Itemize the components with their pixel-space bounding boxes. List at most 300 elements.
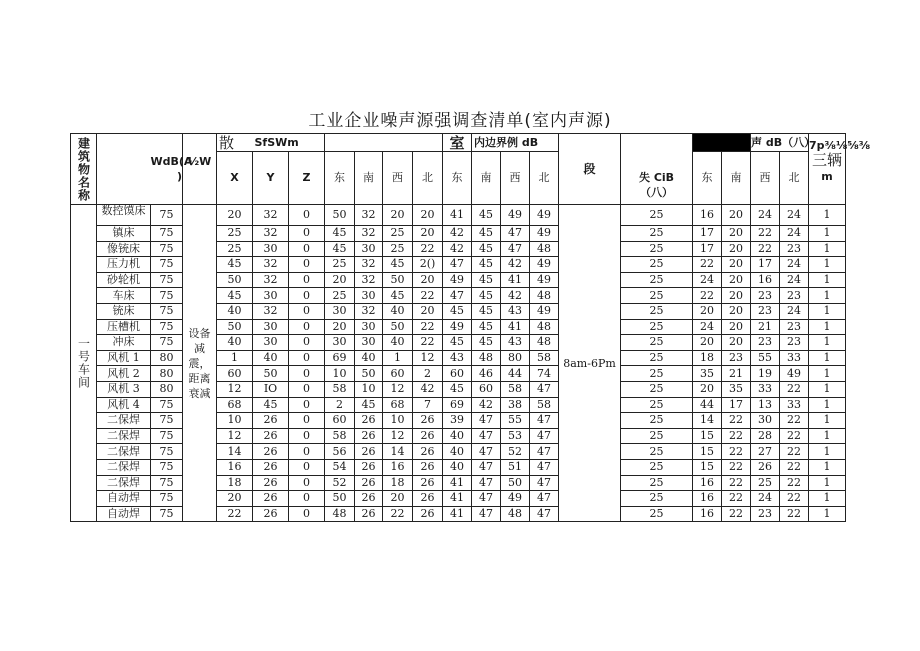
cell-i3: 58 — [501, 381, 530, 397]
cell-d2: 40 — [355, 350, 383, 366]
cell-o2: 20 — [722, 272, 751, 288]
source-name-cell: 砂轮机 — [97, 272, 151, 288]
cell-d3: 25 — [383, 241, 413, 257]
cell-i3: 41 — [501, 272, 530, 288]
cell-d1: 56 — [325, 444, 355, 460]
cell-i2: 47 — [472, 428, 501, 444]
corner-header — [809, 134, 871, 205]
cell-n: 1 — [809, 459, 846, 475]
cell-y: 26 — [253, 506, 289, 522]
source-level-cell: 75 — [151, 272, 183, 288]
cell-i4: 49 — [530, 257, 559, 273]
source-name-cell: 自动焊 — [97, 491, 151, 507]
cell-d3: 60 — [383, 366, 413, 382]
source-name-cell: 车床 — [97, 288, 151, 304]
cell-o1: 14 — [693, 413, 722, 429]
cell-d1: 50 — [325, 491, 355, 507]
cell-d2: 26 — [355, 413, 383, 429]
corner-header-mid: 三辆 — [812, 151, 843, 169]
cell-y: 26 — [253, 459, 289, 475]
source-level-cell: 75 — [151, 459, 183, 475]
cell-x: 22 — [217, 506, 253, 522]
cell-i3: 42 — [501, 257, 530, 273]
cell-z: 0 — [289, 459, 325, 475]
cell-d3: 18 — [383, 475, 413, 491]
cell-d2: 32 — [355, 303, 383, 319]
cell-loss: 25 — [621, 303, 693, 319]
cell-d3: 14 — [383, 444, 413, 460]
source-level-cell: 75 — [151, 428, 183, 444]
cell-o1: 20 — [693, 381, 722, 397]
cell-y: 32 — [253, 205, 289, 226]
cell-y: 32 — [253, 257, 289, 273]
cell-d1: 45 — [325, 241, 355, 257]
cell-i3: 44 — [501, 366, 530, 382]
source-name-cell: 自动焊 — [97, 506, 151, 522]
cell-d4: 12 — [413, 350, 443, 366]
building-name-header: 建筑物名称 — [71, 134, 97, 205]
cell-i2: 45 — [472, 288, 501, 304]
cell-d3: 40 — [383, 303, 413, 319]
dist-east-header: 东 — [325, 152, 355, 205]
source-level-cell: 75 — [151, 319, 183, 335]
source-level-cell: 75 — [151, 475, 183, 491]
cell-o1: 17 — [693, 226, 722, 242]
cell-z: 0 — [289, 241, 325, 257]
cell-i4: 47 — [530, 491, 559, 507]
cell-o1: 16 — [693, 491, 722, 507]
cell-o3: 25 — [751, 475, 780, 491]
cell-o4: 22 — [780, 475, 809, 491]
cell-n: 1 — [809, 288, 846, 304]
cell-o2: 21 — [722, 366, 751, 382]
cell-z: 0 — [289, 444, 325, 460]
cell-d1: 2 — [325, 397, 355, 413]
outer-sound-header: 声 dB（八） — [751, 134, 809, 152]
loss-header: 失 CiB （八） — [621, 134, 693, 205]
cell-n: 1 — [809, 413, 846, 429]
cell-y: 26 — [253, 475, 289, 491]
source-level-cell: 75 — [151, 205, 183, 226]
cell-i2: 45 — [472, 241, 501, 257]
source-name-cell: 二保焊 — [97, 428, 151, 444]
cell-o3: 22 — [751, 226, 780, 242]
cell-o1: 15 — [693, 444, 722, 460]
cell-d2: 32 — [355, 226, 383, 242]
cell-i2: 42 — [472, 397, 501, 413]
cell-d2: 32 — [355, 205, 383, 226]
cell-d1: 58 — [325, 428, 355, 444]
cell-d2: 26 — [355, 428, 383, 444]
cell-o4: 24 — [780, 226, 809, 242]
cell-o1: 15 — [693, 459, 722, 475]
cell-i1: 41 — [443, 205, 472, 226]
cell-d1: 30 — [325, 303, 355, 319]
cell-o2: 35 — [722, 381, 751, 397]
cell-loss: 25 — [621, 506, 693, 522]
cell-o2: 22 — [722, 475, 751, 491]
cell-o4: 22 — [780, 506, 809, 522]
cell-d2: 30 — [355, 288, 383, 304]
cell-n: 1 — [809, 506, 846, 522]
cell-loss: 25 — [621, 366, 693, 382]
space-position-header: SfSWm — [253, 134, 325, 152]
source-name-cell: 压槽机 — [97, 319, 151, 335]
cell-o3: 23 — [751, 288, 780, 304]
source-level-cell: 75 — [151, 303, 183, 319]
cell-i2: 46 — [472, 366, 501, 382]
cell-z: 0 — [289, 506, 325, 522]
cell-loss: 25 — [621, 459, 693, 475]
cell-d4: 26 — [413, 506, 443, 522]
cell-i1: 45 — [443, 381, 472, 397]
cell-d4: 26 — [413, 413, 443, 429]
cell-o3: 23 — [751, 303, 780, 319]
cell-y: 30 — [253, 335, 289, 351]
cell-i1: 49 — [443, 272, 472, 288]
cell-i3: 43 — [501, 335, 530, 351]
cell-o3: 24 — [751, 491, 780, 507]
cell-n: 1 — [809, 444, 846, 460]
cell-i1: 42 — [443, 241, 472, 257]
cell-i1: 40 — [443, 444, 472, 460]
cell-o2: 20 — [722, 303, 751, 319]
cell-d4: 20 — [413, 226, 443, 242]
cell-o3: 26 — [751, 459, 780, 475]
cell-o2: 20 — [722, 205, 751, 226]
cell-d4: 22 — [413, 335, 443, 351]
source-level-cell: 75 — [151, 413, 183, 429]
cell-z: 0 — [289, 413, 325, 429]
cell-o1: 44 — [693, 397, 722, 413]
cell-d3: 40 — [383, 335, 413, 351]
cell-i4: 47 — [530, 413, 559, 429]
cell-z: 0 — [289, 475, 325, 491]
cell-z: 0 — [289, 397, 325, 413]
source-name-cell: 风机 2 — [97, 366, 151, 382]
cell-loss: 25 — [621, 241, 693, 257]
source-level-cell: 80 — [151, 381, 183, 397]
cell-x: 20 — [217, 205, 253, 226]
cell-d4: 7 — [413, 397, 443, 413]
cell-d3: 1 — [383, 350, 413, 366]
cell-i4: 48 — [530, 319, 559, 335]
cell-z: 0 — [289, 303, 325, 319]
control-measure-cell: 设备减震，距离衰减 — [183, 205, 217, 522]
cell-o4: 22 — [780, 491, 809, 507]
cell-o4: 49 — [780, 366, 809, 382]
cell-d1: 20 — [325, 319, 355, 335]
y-header: Y — [253, 152, 289, 205]
cell-i3: 47 — [501, 241, 530, 257]
cell-o4: 23 — [780, 241, 809, 257]
room-header: 室 — [443, 134, 472, 152]
cell-o4: 23 — [780, 319, 809, 335]
cell-loss: 25 — [621, 428, 693, 444]
noise-source-table — [70, 133, 871, 522]
cell-loss: 25 — [621, 257, 693, 273]
cell-i1: 41 — [443, 475, 472, 491]
cell-d3: 20 — [383, 205, 413, 226]
source-level-header — [150, 134, 193, 205]
cell-d3: 20 — [383, 491, 413, 507]
cell-i3: 51 — [501, 459, 530, 475]
cell-i2: 45 — [472, 205, 501, 226]
cell-i3: 49 — [501, 491, 530, 507]
cell-y: 32 — [253, 303, 289, 319]
table-row — [71, 205, 846, 226]
cell-o1: 22 — [693, 288, 722, 304]
cell-o3: 23 — [751, 335, 780, 351]
cell-d1: 58 — [325, 381, 355, 397]
cell-d4: 26 — [413, 444, 443, 460]
cell-d1: 48 — [325, 506, 355, 522]
cell-d4: 20 — [413, 205, 443, 226]
cell-i1: 39 — [443, 413, 472, 429]
cell-i2: 47 — [472, 491, 501, 507]
distance-header-blank — [325, 134, 443, 152]
inner-north-header: 北 — [530, 152, 559, 205]
cell-i4: 47 — [530, 506, 559, 522]
cell-i1: 45 — [443, 303, 472, 319]
cell-i3: 41 — [501, 319, 530, 335]
cell-o2: 20 — [722, 319, 751, 335]
cell-o4: 22 — [780, 428, 809, 444]
cell-i4: 47 — [530, 381, 559, 397]
cell-i2: 45 — [472, 226, 501, 242]
cell-z: 0 — [289, 226, 325, 242]
header-row-1 — [71, 134, 846, 152]
table-body — [71, 205, 846, 522]
cell-d1: 10 — [325, 366, 355, 382]
inner-south-header: 南 — [472, 152, 501, 205]
cell-i3: 38 — [501, 397, 530, 413]
cell-i2: 45 — [472, 335, 501, 351]
cell-x: 50 — [217, 272, 253, 288]
cell-i4: 58 — [530, 397, 559, 413]
cell-x: 68 — [217, 397, 253, 413]
cell-o3: 33 — [751, 381, 780, 397]
cell-o2: 20 — [722, 226, 751, 242]
cell-d1: 25 — [325, 257, 355, 273]
cell-i3: 43 — [501, 303, 530, 319]
cell-d3: 45 — [383, 288, 413, 304]
cell-loss: 25 — [621, 350, 693, 366]
cell-o4: 24 — [780, 272, 809, 288]
cell-o4: 22 — [780, 459, 809, 475]
cell-o3: 24 — [751, 205, 780, 226]
cell-i3: 48 — [501, 506, 530, 522]
inner-west-header: 西 — [501, 152, 530, 205]
cell-d4: 26 — [413, 428, 443, 444]
cell-x: 45 — [217, 257, 253, 273]
cell-i4: 48 — [530, 241, 559, 257]
source-level-line1: WdB(A — [150, 155, 193, 168]
cell-o1: 24 — [693, 319, 722, 335]
cell-i3: 47 — [501, 226, 530, 242]
cell-d2: 50 — [355, 366, 383, 382]
source-name-cell: 风机 1 — [97, 350, 151, 366]
cell-d3: 12 — [383, 381, 413, 397]
cell-o4: 24 — [780, 205, 809, 226]
cell-x: 40 — [217, 303, 253, 319]
cell-o4: 22 — [780, 444, 809, 460]
cell-i1: 41 — [443, 506, 472, 522]
cell-x: 40 — [217, 335, 253, 351]
source-level-cell: 75 — [151, 397, 183, 413]
source-name-cell: 二保焊 — [97, 475, 151, 491]
cell-n: 1 — [809, 319, 846, 335]
cell-d1: 25 — [325, 288, 355, 304]
cell-d2: 32 — [355, 272, 383, 288]
cell-o2: 23 — [722, 350, 751, 366]
cell-o3: 19 — [751, 366, 780, 382]
cell-o3: 55 — [751, 350, 780, 366]
dist-west-header: 西 — [383, 152, 413, 205]
cell-i2: 45 — [472, 272, 501, 288]
cell-i1: 60 — [443, 366, 472, 382]
cell-o1: 15 — [693, 428, 722, 444]
cell-loss: 25 — [621, 381, 693, 397]
cell-y: 26 — [253, 428, 289, 444]
cell-d4: 2() — [413, 257, 443, 273]
control-measure-header: ½W — [183, 134, 217, 205]
cell-d2: 26 — [355, 491, 383, 507]
cell-x: 12 — [217, 381, 253, 397]
cell-n: 1 — [809, 366, 846, 382]
cell-d3: 45 — [383, 257, 413, 273]
cell-o4: 33 — [780, 350, 809, 366]
building-name-cell: 一号车间 — [71, 205, 97, 522]
cell-d2: 26 — [355, 506, 383, 522]
cell-x: 25 — [217, 241, 253, 257]
cell-o2: 20 — [722, 257, 751, 273]
outer-south-header: 南 — [722, 152, 751, 205]
cell-d3: 22 — [383, 506, 413, 522]
cell-d2: 26 — [355, 459, 383, 475]
cell-o3: 22 — [751, 241, 780, 257]
cell-i3: 80 — [501, 350, 530, 366]
cell-x: 50 — [217, 319, 253, 335]
cell-o3: 23 — [751, 506, 780, 522]
cell-x: 14 — [217, 444, 253, 460]
cell-n: 1 — [809, 257, 846, 273]
cell-x: 60 — [217, 366, 253, 382]
cell-x: 1 — [217, 350, 253, 366]
cell-i3: 50 — [501, 475, 530, 491]
cell-y: 30 — [253, 241, 289, 257]
cell-d2: 30 — [355, 241, 383, 257]
cell-loss: 25 — [621, 319, 693, 335]
cell-o2: 20 — [722, 335, 751, 351]
cell-x: 10 — [217, 413, 253, 429]
cell-z: 0 — [289, 319, 325, 335]
period-header: 段 — [559, 134, 621, 205]
cell-i2: 47 — [472, 413, 501, 429]
cell-o1: 24 — [693, 272, 722, 288]
cell-i4: 48 — [530, 335, 559, 351]
source-level-cell: 75 — [151, 257, 183, 273]
cell-y: 50 — [253, 366, 289, 382]
cell-o3: 21 — [751, 319, 780, 335]
cell-i4: 49 — [530, 205, 559, 226]
cell-x: 25 — [217, 226, 253, 242]
cell-d3: 50 — [383, 272, 413, 288]
inner-boundary-header: 内边界例 dB — [472, 134, 559, 152]
cell-n: 1 — [809, 381, 846, 397]
cell-d3: 10 — [383, 413, 413, 429]
cell-n: 1 — [809, 241, 846, 257]
cell-i4: 47 — [530, 444, 559, 460]
cell-d3: 68 — [383, 397, 413, 413]
cell-z: 0 — [289, 205, 325, 226]
cell-d2: 30 — [355, 319, 383, 335]
corner-header-top: 7p⅜⅛⅝⅜ — [809, 139, 871, 152]
cell-y: 30 — [253, 288, 289, 304]
z-header: Z — [289, 152, 325, 205]
cell-d3: 12 — [383, 428, 413, 444]
cell-x: 20 — [217, 491, 253, 507]
cell-z: 0 — [289, 428, 325, 444]
source-level-cell: 75 — [151, 335, 183, 351]
cell-o2: 17 — [722, 397, 751, 413]
dist-south-header: 南 — [355, 152, 383, 205]
cell-loss: 25 — [621, 205, 693, 226]
source-name-cell: 像铳床 — [97, 241, 151, 257]
period-cell: 8am-6Pm — [559, 205, 621, 522]
cell-n: 1 — [809, 397, 846, 413]
cell-o4: 24 — [780, 257, 809, 273]
cell-x: 18 — [217, 475, 253, 491]
cell-i2: 47 — [472, 506, 501, 522]
source-name-header — [97, 134, 151, 205]
cell-d4: 26 — [413, 491, 443, 507]
cell-loss: 25 — [621, 226, 693, 242]
cell-loss: 25 — [621, 288, 693, 304]
cell-n: 1 — [809, 303, 846, 319]
cell-n: 1 — [809, 272, 846, 288]
cell-i1: 47 — [443, 288, 472, 304]
cell-d2: 45 — [355, 397, 383, 413]
cell-i2: 48 — [472, 350, 501, 366]
source-name-cell: 镇床 — [97, 226, 151, 242]
cell-x: 12 — [217, 428, 253, 444]
cell-d3: 25 — [383, 226, 413, 242]
cell-d2: 26 — [355, 475, 383, 491]
cell-d4: 20 — [413, 272, 443, 288]
cell-o1: 20 — [693, 335, 722, 351]
outer-east-header: 东 — [693, 152, 722, 205]
cell-y: 26 — [253, 444, 289, 460]
source-level-line2: ) — [176, 170, 182, 183]
cell-y: 45 — [253, 397, 289, 413]
cell-i1: 41 — [443, 491, 472, 507]
cell-i2: 45 — [472, 303, 501, 319]
cell-y: 30 — [253, 319, 289, 335]
cell-o2: 22 — [722, 506, 751, 522]
source-name-cell: 二保焊 — [97, 444, 151, 460]
space-position-header-icon: 散 — [217, 134, 253, 152]
cell-o3: 27 — [751, 444, 780, 460]
cell-i4: 49 — [530, 272, 559, 288]
source-level-cell: 75 — [151, 506, 183, 522]
cell-d4: 20 — [413, 303, 443, 319]
cell-n: 1 — [809, 350, 846, 366]
inner-east-header: 东 — [443, 152, 472, 205]
cell-o4: 22 — [780, 413, 809, 429]
cell-o1: 35 — [693, 366, 722, 382]
cell-x: 16 — [217, 459, 253, 475]
